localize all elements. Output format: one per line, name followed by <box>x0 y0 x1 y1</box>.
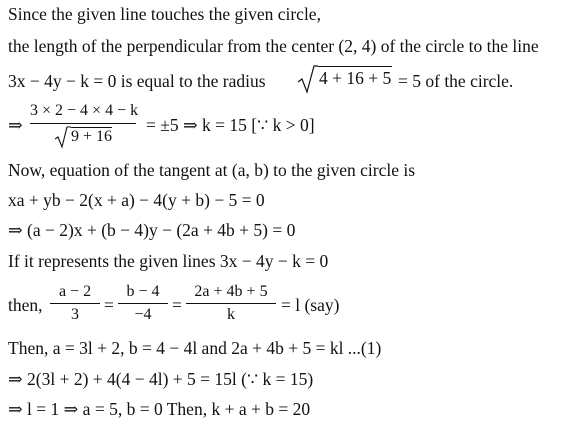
fraction3-denominator: k <box>227 306 235 323</box>
fraction1-denominator: 3 <box>71 306 79 323</box>
line3-tail: = 5 of the circle. <box>398 71 514 91</box>
text-line-7: ⇒ (a − 2)x + (b − 4)y − (2a + 4b + 5) = 0 <box>8 220 296 240</box>
radicand: 4 + 16 + 5 <box>319 68 392 88</box>
line3-text: 3x − 4y − k = 0 is equal to the radius <box>8 71 266 91</box>
text-line-6: xa + yb − 2(x + a) − 4(y + b) − 5 = 0 <box>8 190 265 210</box>
fraction-bar <box>30 123 136 124</box>
fraction-denominator: 9 + 16 <box>71 128 113 145</box>
text-line-10: Then, a = 3l + 2, b = 4 − 4l and 2a + 4b + 5 = kl ...(1) <box>8 338 382 358</box>
line9-prefix: then, <box>8 295 43 315</box>
denominator-radical-sign <box>55 125 71 154</box>
line9-tail: = l (say) <box>281 295 340 315</box>
fraction3-numerator: 2a + 4b + 5 <box>194 283 268 300</box>
equals-sign-1: = <box>104 295 114 315</box>
text-line-2: the length of the perpendicular from the center (2, 4) of the circle to the line <box>8 36 539 56</box>
fraction2-denominator: −4 <box>134 306 152 323</box>
line4-tail: = ±5 ⇒ k = 15 [∵ k > 0] <box>146 115 315 135</box>
text-line-1: Since the given line touches the given circle, <box>8 4 321 24</box>
fraction2-bar <box>118 303 168 304</box>
equals-sign-2: = <box>172 295 182 315</box>
text-line-11: ⇒ 2(3l + 2) + 4(4 − 4l) + 5 = 15l (∵ k = 15) <box>8 369 314 389</box>
fraction-numerator: 3 × 2 − 4 × 4 − k <box>30 102 139 119</box>
fraction3-bar <box>186 303 276 304</box>
radical-sign <box>298 64 318 99</box>
fraction1-bar <box>50 303 100 304</box>
fraction2-numerator: b − 4 <box>126 283 160 300</box>
text-line-8: If it represents the given lines 3x − 4y − k = 0 <box>8 251 329 271</box>
fraction1-numerator: a − 2 <box>58 283 92 300</box>
text-line-3 <box>8 68 514 92</box>
implies-arrow: ⇒ <box>8 115 23 135</box>
text-line-12: ⇒ l = 1 ⇒ a = 5, b = 0 Then, k + a + b = 20 <box>8 399 311 419</box>
text-line-5: Now, equation of the tangent at (a, b) to the given circle is <box>8 160 416 180</box>
